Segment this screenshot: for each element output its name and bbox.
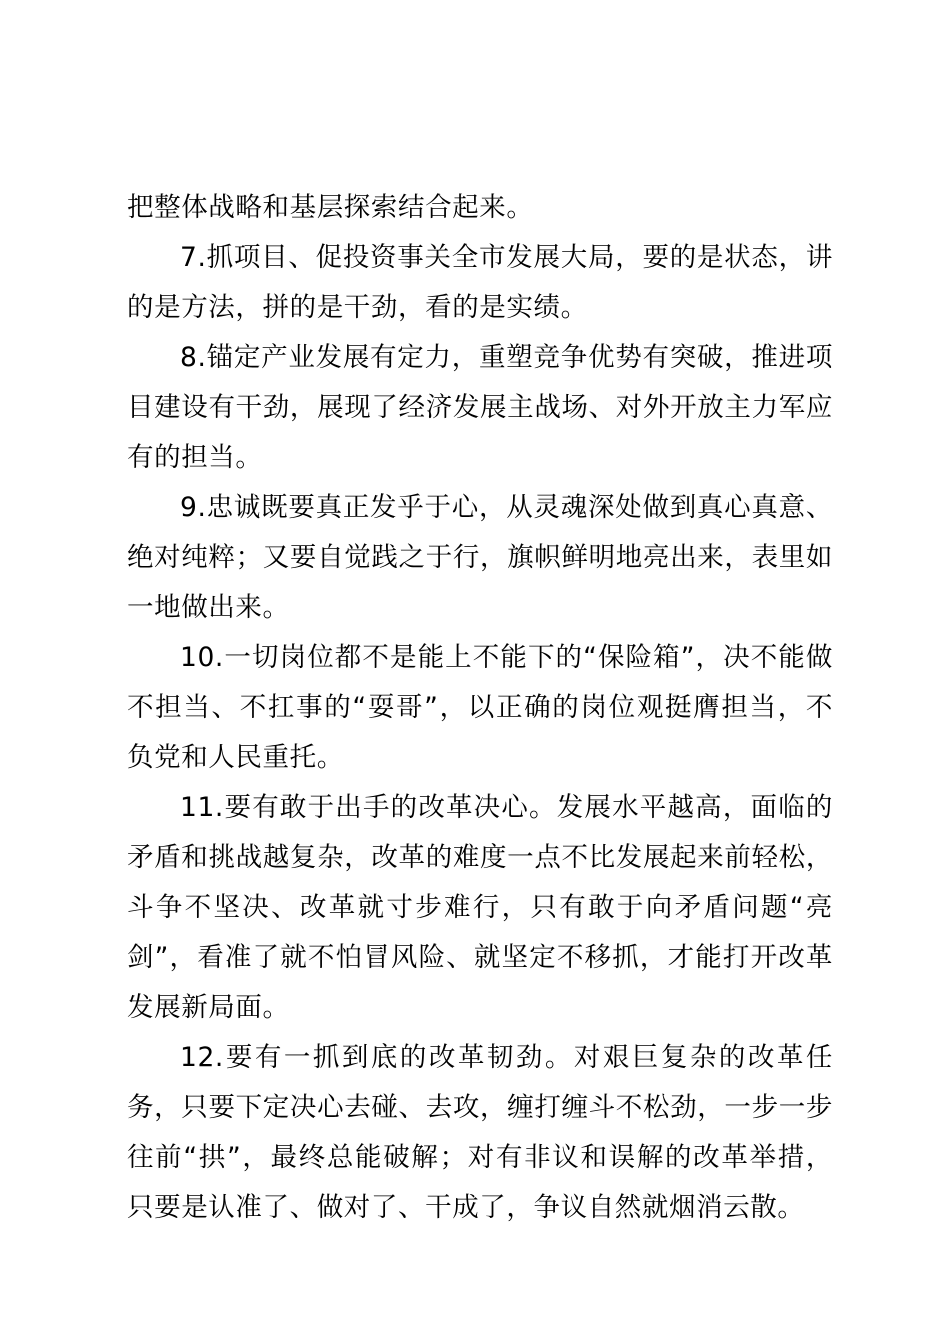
paragraph-item-9: 9.忠诚既要真正发乎于心，从灵魂深处做到真心真意、绝对纯粹；又要自觉践之于行，旗帜鲜明地亮出来，表里如一地做出来。 [127,492,833,623]
paragraph-item-7: 7.抓项目、促投资事关全市发展大局，要的是状态，讲的是方法，拼的是干劲，看的是实绩。 [127,242,833,323]
paragraph-item-12: 12.要有一抓到底的改革韧劲。对艰巨复杂的改革任务，只要下定决心去碰、去攻，缠打缠斗不松劲，一步一步往前“拱”，最终总能破解；对有非议和误解的改革举措，只要是认准了、做对了、干成了，争议自然就烟消云散。 [127,1042,833,1223]
paragraph-item-11: 11.要有敢于出手的改革决心。发展水平越高，面临的矛盾和挑战越复杂，改革的难度一点不比发展起来前轻松，斗争不坚决、改革就寸步难行，只有敢于向矛盾问题“亮剑”，看准了就不怕冒风险、就坚定不移抓，才能打开改革发展新局面。 [127,792,833,1023]
document-body [127,183,833,1233]
paragraph-continuation: 把整体战略和基层探索结合起来。 [127,192,534,223]
paragraph-item-10: 10.一切岗位都不是能上不能下的“保险箱”，决不能做不担当、不扛事的“耍哥”，以正确的岗位观挺膺担当，不负党和人民重托。 [127,642,833,773]
paragraph-item-8: 8.锚定产业发展有定力，重塑竞争优势有突破，推进项目建设有干劲，展现了经济发展主战场、对外开放主力军应有的担当。 [127,342,833,473]
